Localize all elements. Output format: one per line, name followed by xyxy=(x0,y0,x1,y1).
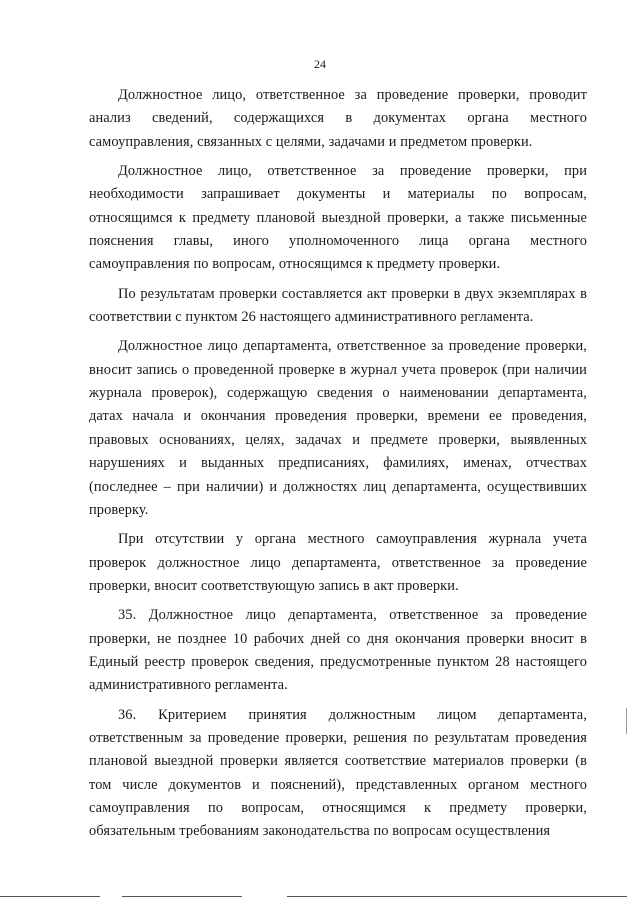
paragraph-journal-entry: Должностное лицо департамента, ответственное за проведение проверки, вносит запись о проведенной проверке в журнал учета проверок (при наличии журнала проверок), содержащую сведения о наименовании департамента, датах начала и окончания проведения проверки, времени ее проведения, правовых основаниях, целях, задачах и предмете проверки, выявленных нарушениях и выданных предписаниях, фамилиях, именах, отчествах (последнее – при наличии) и должностях лиц департамента, осуществивших проверку. xyxy=(89,338,587,518)
paragraph-no-journal: При отсутствии у органа местного самоуправления журнала учета проверок должностное лицо департамента, ответственное за проведение проверки, вносит соответствующую запись в акт проверки. xyxy=(89,531,587,594)
paragraph-inspection-act: По результатам проверки составляется акт проверки в двух экземплярах в соответствии с пунктом 26 настоящего административного регламента. xyxy=(89,285,587,326)
footer-divider-middle xyxy=(122,896,242,897)
paragraph-request-documents: Должностное лицо, ответственное за проведение проверки, при необходимости запрашивает документы и материалы по вопросам, относящимся к предмету плановой выездной проверки, а также письменные пояснения главы, иного уполномоченного лица органа местного самоуправления по вопросам, относящимся к предмету проверки. xyxy=(89,163,587,273)
paragraph-analysis: Должностное лицо, ответственное за проведение проверки, проводит анализ сведений, содержащихся в документах органа местного самоуправления, связанных с целями, задачами и предметом проверки. xyxy=(89,87,587,150)
footer-divider-left xyxy=(0,896,100,897)
scan-edge-mark xyxy=(626,708,627,734)
paragraph-item-36: 36. Критерием принятия должностным лицом департамента, ответственным за проведение проверки, решения по результатам проведения плановой выездной проверки является соответствие материалов проверки (в том числе документов и пояснений), представленных органом местного самоуправления по вопросам, относящимся к предмету проверки, обязательным требованиям законодательства по вопросам осуществления xyxy=(89,706,587,840)
footer-divider-right xyxy=(287,896,627,897)
page-number: 24 xyxy=(314,57,326,71)
document-body xyxy=(89,84,587,844)
paragraph-item-35: 35. Должностное лицо департамента, ответственное за проведение проверки, не позднее 10 рабочих дней со дня окончания проверки вносит в Единый реестр проверок сведения, предусмотренные пунктом 28 настоящего административного регламента. xyxy=(89,607,587,694)
